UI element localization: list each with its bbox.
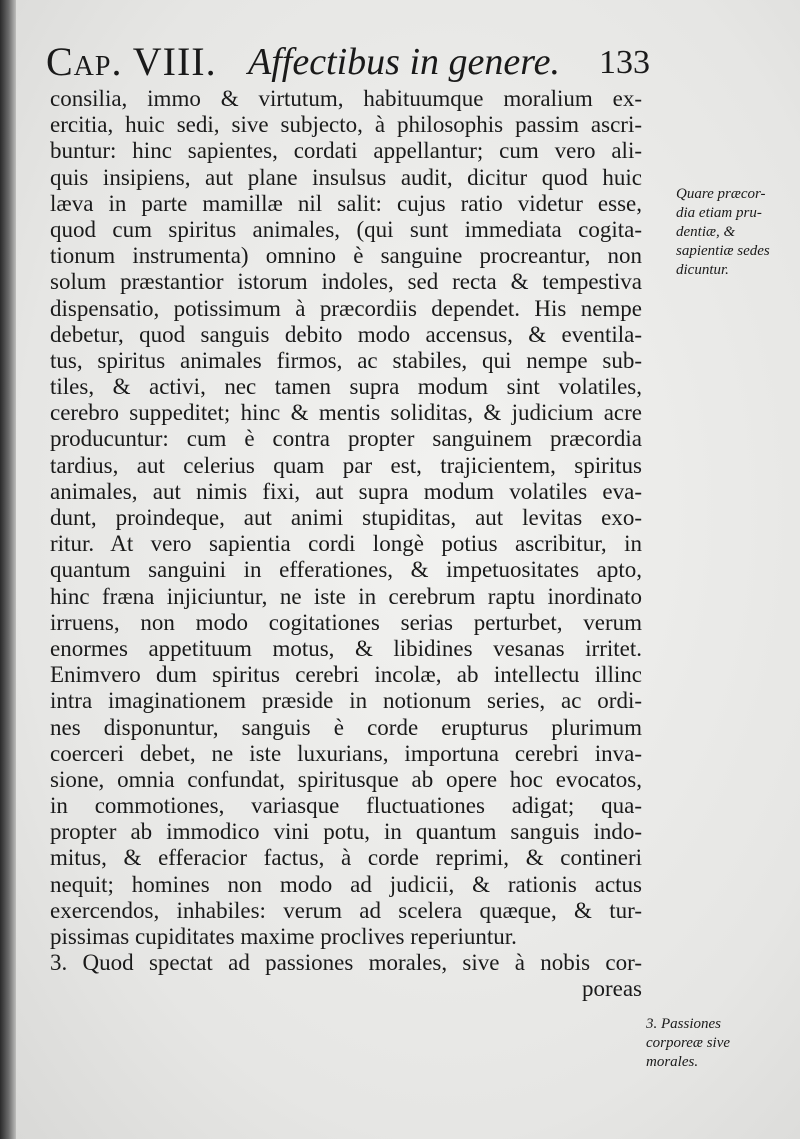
text-line: animales, aut nimis fixi, aut supra modum volatiles eva- (50, 478, 642, 504)
margin-note-passiones (646, 1015, 730, 1072)
text-line: cerebro suppeditet; hinc & mentis soliditas, & judicium acre (50, 400, 642, 426)
book-binding-edge (0, 0, 16, 1139)
margin-note-line: dentiæ, & (676, 224, 736, 240)
text-line: sione, omnia confundat, spiritusque ab opere hoc evocatos, (50, 766, 642, 792)
text-line: poreas (581, 976, 642, 1002)
text-line: coerceri debet, ne iste luxurians, importuna cerebri inva- (50, 740, 642, 766)
margin-note-line: dia etiam pru- (676, 205, 762, 221)
text-line: consilia, immo & virtutum, habituumque moralium ex- (50, 86, 642, 111)
margin-note-line: Quare præcor- (676, 186, 766, 202)
text-line: producuntur: cum è contra propter sanguinem præcordia (50, 426, 642, 452)
chapter-label: Cap. VIII. (46, 39, 217, 84)
text-line: dispensatio, potissimum à præcordiis dependet. His nempe (50, 295, 642, 321)
text-line: intra imaginationem præside in notionum series, ac ordi- (50, 688, 642, 714)
text-line: nequit; homines non modo ad judicii, & rationis actus (50, 871, 642, 897)
margin-note-praecordia (676, 185, 770, 280)
page-number: 133 (599, 44, 650, 81)
margin-note-line: morales. (646, 1054, 699, 1070)
text-line: irruens, non modo cogitationes serias perturbet, verum (50, 609, 642, 635)
text-line: tardius, aut celerius quam par est, trajicientem, spiritus (50, 452, 642, 478)
margin-note-line: 3. Passiones (646, 1016, 721, 1032)
margin-note-line: corporeæ sive (646, 1035, 731, 1051)
text-line: tionum instrumenta) omnino è sanguine procreantur, non (50, 243, 642, 269)
text-line: solum præstantior istorum indoles, sed recta & tempestiva (50, 269, 642, 295)
body-text (50, 86, 642, 1003)
text-line: nes disponuntur, sanguis è corde erupturus plurimum (50, 714, 642, 740)
text-line: tus, spiritus animales firmos, ac stabiles, qui nempe sub- (50, 347, 642, 373)
text-line: exercendos, inhabiles: verum ad scelera quæque, & tur- (50, 897, 642, 923)
text-line: Enimvero dum spiritus cerebri incolæ, ab intellectu illinc (50, 662, 642, 688)
text-line: hinc fræna injiciuntur, ne iste in cerebrum raptu inordinato (50, 583, 642, 609)
text-line: tiles, & activi, nec tamen supra modum sint volatiles, (50, 374, 642, 400)
text-line: læva in parte mamillæ nil salit: cujus ratio videtur esse, (50, 190, 642, 216)
running-head-title: Affectibus in genere. (248, 41, 560, 83)
text-line: ercitia, huic sedi, sive subjecto, à philosophis passim ascri- (50, 112, 642, 138)
text-line: enormes appetituum motus, & libidines vesanas irritet. (50, 635, 642, 661)
text-line: quis insipiens, aut plane insulsus audit, dicitur quod huic (50, 164, 642, 190)
text-line: pissimas cupiditates maxime proclives reperiuntur. (50, 924, 517, 949)
text-line: in commotiones, variasque fluctuationes adigat; qua- (50, 793, 642, 819)
text-line: ritur. At vero sapientia cordi longè potius ascribitur, in (50, 531, 642, 557)
margin-note-line: sapientiæ sedes (676, 243, 770, 259)
text-line: quod cum spiritus animales, (qui sunt immediata cogita- (50, 216, 642, 242)
text-line: propter ab immodico vini potu, in quantum sanguis indo- (50, 819, 642, 845)
text-line: mitus, & efferacior factus, à corde reprimi, & contineri (50, 845, 642, 871)
text-line: quantum sanguini in efferationes, & impetuositates apto, (50, 557, 642, 583)
running-head (46, 38, 658, 88)
text-line: buntur: hinc sapientes, cordati appellantur; cum vero ali- (50, 138, 642, 164)
text-line: dunt, proindeque, aut animi stupiditas, aut levitas exo- (50, 505, 642, 530)
margin-note-line: dicuntur. (676, 262, 729, 278)
text-line: 3. Quod spectat ad passiones morales, sive à nobis cor- (50, 950, 642, 976)
text-line: debetur, quod sanguis debito modo accensus, & eventila- (50, 321, 642, 347)
